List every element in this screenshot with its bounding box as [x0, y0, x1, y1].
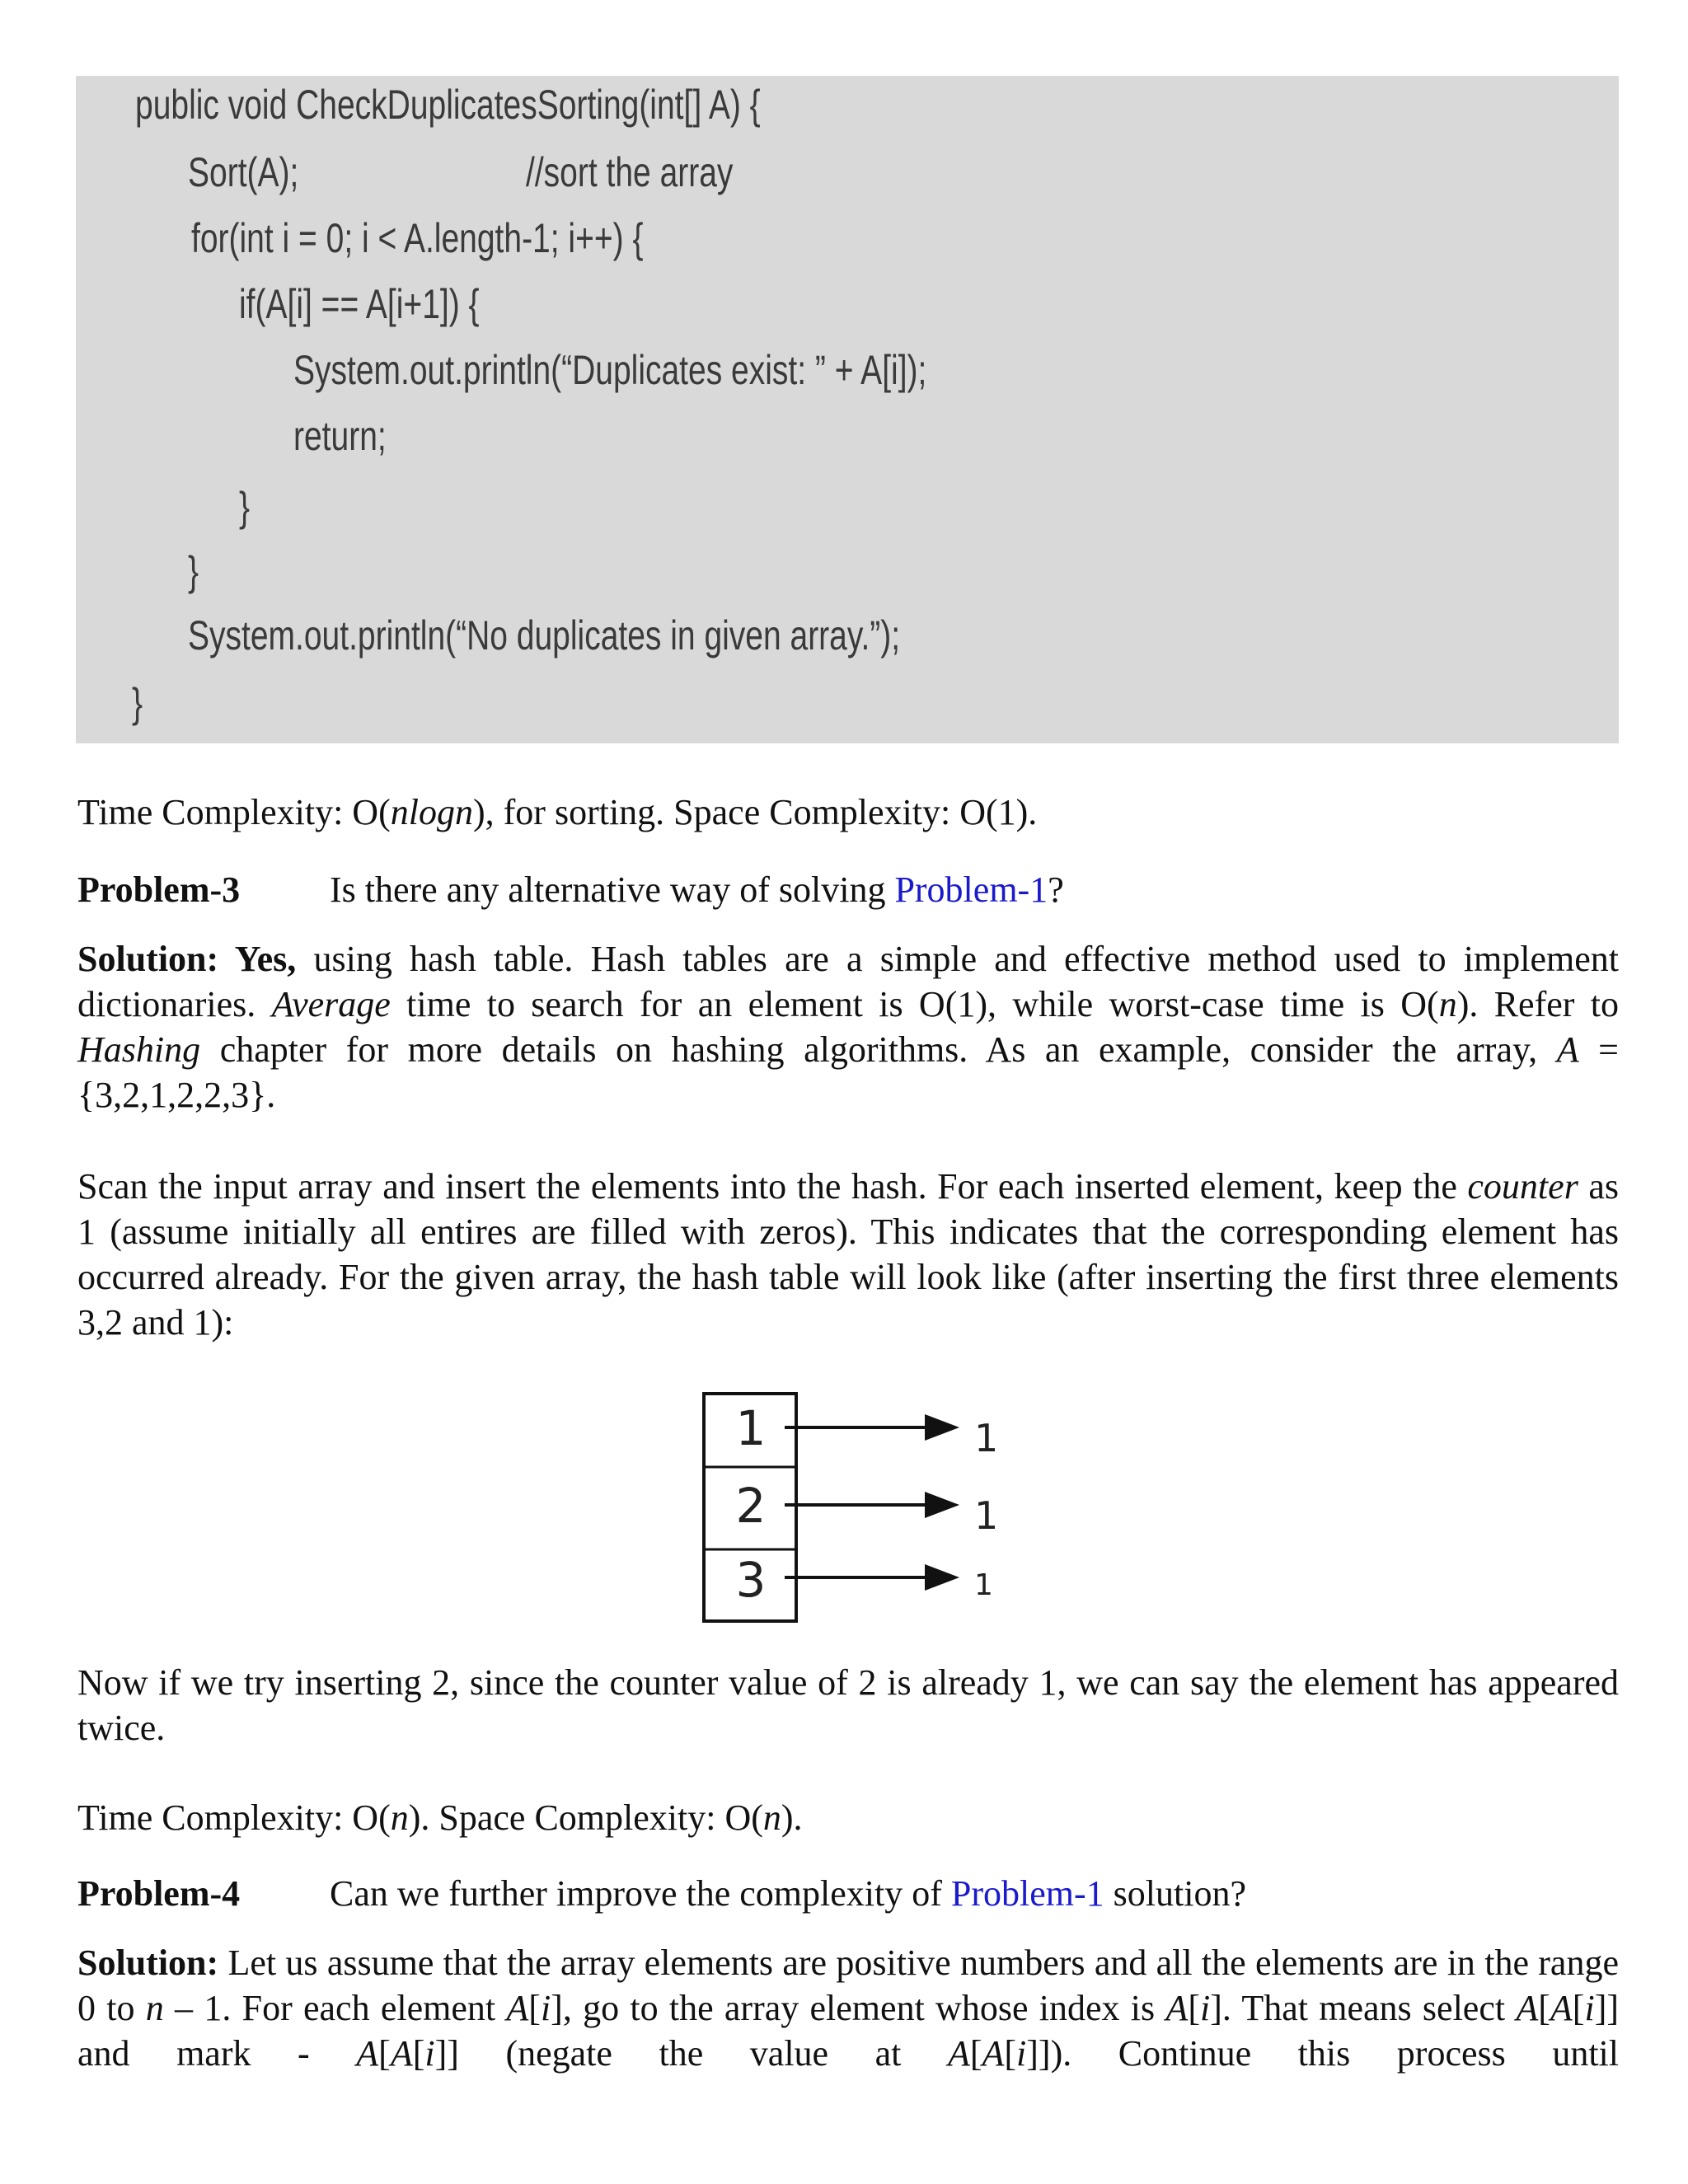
problem-label: Problem-4 [77, 1873, 241, 1914]
code-line: } [188, 548, 199, 594]
code-line: } [239, 484, 251, 530]
code-line: Sort(A); [188, 149, 299, 195]
problem-4-question: Problem-4 Can we further improve the complexity of Problem-1 solution? [77, 1871, 1619, 1916]
code-line: System.out.println(“No duplicates in given array.”); [188, 612, 901, 658]
hash-key-cell: 1 [735, 1400, 767, 1456]
arrow-head [925, 1564, 959, 1591]
code-block [76, 76, 1619, 743]
scan-paragraph: Scan the input array and insert the elements into the hash. For each inserted element, keep the counter as 1 (assume initially all entires are filled with zeros). This indicates that the corresponding element has occurred already. For the given array, the hash table will look like (after inserting the first three elements 3,2 and 1): [77, 1166, 1619, 1343]
problem-label: Problem-3 [77, 869, 241, 910]
code-line: return; [293, 413, 387, 459]
code-line: public void CheckDuplicatesSorting(int[] A) { [135, 82, 761, 128]
code-line: System.out.println(“Duplicates exist: ” + A[i]); [293, 347, 927, 393]
code-line: } [132, 680, 143, 726]
hash-counter-value: 1 [974, 1416, 999, 1460]
arrow-head [925, 1414, 959, 1441]
arrow-head [925, 1492, 959, 1518]
hash-counter-value: 1 [974, 1568, 993, 1602]
time-complexity-hash: Time Complexity: O(n). Space Complexity: O(n). [77, 1797, 803, 1838]
solution-3-paragraph: Solution: Yes, using hash table. Hash tables are a simple and effective method used to implement dictionaries. Average time to search for an element is O(1), while worst-case time is O(n). Refer to Hashing chapter for more details on hashing algorithms. As an example, consider the array, A = {3,2,1,2,2,3}. [77, 939, 1619, 1115]
problem-3-question: Problem-3 Is there any alternative way of solving Problem-1? [77, 867, 1619, 912]
time-complexity-sorting: Time Complexity: O(nlogn), for sorting. Space Complexity: O(1). [77, 792, 1038, 832]
code-line: if(A[i] == A[i+1]) { [239, 281, 480, 327]
hash-key-cell: 3 [735, 1552, 767, 1608]
problem-1-link[interactable]: Problem-1 [950, 1873, 1104, 1914]
hash-key-cell: 2 [735, 1478, 767, 1534]
code-comment: //sort the array [526, 149, 734, 195]
code-line: for(int i = 0; i < A.length-1; i++) { [191, 215, 644, 261]
solution-4-paragraph: Solution: Let us assume that the array elements are positive numbers and all the elements are in the range 0 to n – 1. For each element A[i], go to the array element whose index is A[i]. That means select A[A[i]] and mark - A[A[i]] (negate the value at A[A[i]]). Continue this process until [77, 1943, 1619, 2074]
problem-1-link[interactable]: Problem-1 [894, 869, 1048, 910]
hash-counter-value: 1 [974, 1493, 999, 1538]
now-paragraph: Now if we try inserting 2, since the counter value of 2 is already 1, we can say the element has appeared twice. [77, 1662, 1619, 1748]
